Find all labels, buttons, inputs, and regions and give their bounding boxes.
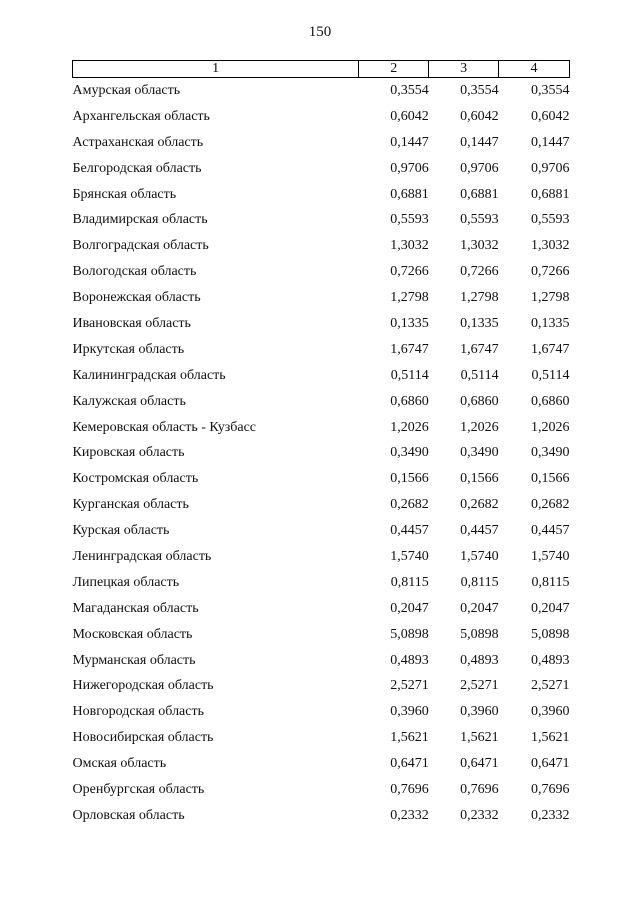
region-name-cell: Волгоградская область	[72, 238, 209, 254]
value-cell-col-4: 0,3554	[531, 82, 570, 98]
region-name-cell: Калужская область	[72, 393, 186, 409]
table-row	[73, 751, 570, 777]
value-cell-col-2: 1,3032	[390, 238, 429, 254]
region-name-cell: Владимирская область	[72, 212, 208, 228]
value-cell-col-2: 1,5740	[390, 548, 429, 564]
table-row	[73, 104, 570, 130]
table-row	[73, 725, 570, 751]
table-row	[73, 182, 570, 208]
value-cell-col-2: 0,2682	[390, 497, 429, 513]
region-name-cell: Московская область	[72, 626, 193, 642]
value-cell-col-3: 0,3490	[460, 445, 499, 461]
region-name-cell: Кемеровская область - Кузбасс	[72, 419, 257, 435]
region-name-cell: Астраханская область	[72, 134, 204, 150]
table-row	[73, 803, 570, 829]
value-cell-col-3: 0,8115	[460, 574, 499, 590]
value-cell-col-2: 5,0898	[390, 626, 429, 642]
value-cell-col-4: 1,2798	[531, 290, 570, 306]
value-cell-col-4: 0,3960	[531, 704, 570, 720]
value-cell-col-4: 0,7696	[531, 781, 570, 797]
value-cell-col-4: 0,2682	[531, 497, 570, 513]
value-cell-col-2: 0,5114	[390, 367, 429, 383]
table-row	[73, 233, 570, 259]
value-cell-col-4: 0,1335	[531, 315, 570, 331]
value-cell-col-3: 0,2047	[460, 600, 499, 616]
value-cell-col-3: 0,5114	[460, 367, 499, 383]
value-cell-col-3: 5,0898	[460, 626, 499, 642]
value-cell-col-4: 0,2332	[531, 807, 570, 823]
value-cell-col-2: 1,6747	[390, 341, 429, 357]
region-name-cell: Мурманская область	[72, 652, 196, 668]
value-cell-col-3: 0,2332	[460, 807, 499, 823]
value-cell-col-4: 0,5593	[531, 212, 570, 228]
value-cell-col-2: 0,1566	[390, 471, 429, 487]
value-cell-col-2: 0,5593	[390, 212, 429, 228]
table-row	[73, 596, 570, 622]
table-row	[73, 518, 570, 544]
value-cell-col-2: 0,1335	[390, 315, 429, 331]
region-name-cell: Калининградская область	[72, 367, 226, 383]
region-name-cell: Курская область	[72, 523, 170, 539]
region-name-cell: Орловская область	[72, 807, 185, 823]
region-name-cell: Брянская область	[72, 186, 177, 202]
value-cell-col-4: 0,6471	[531, 756, 570, 772]
table-row	[73, 156, 570, 182]
table-row	[73, 699, 570, 725]
value-cell-col-2: 0,3490	[390, 445, 429, 461]
table-row	[73, 466, 570, 492]
table-row	[73, 337, 570, 363]
value-cell-col-4: 0,6881	[531, 186, 570, 202]
column-header-3: 3	[429, 61, 499, 78]
table-row	[73, 570, 570, 596]
table-row	[73, 777, 570, 803]
region-name-cell: Ленинградская область	[72, 548, 212, 564]
table-row	[73, 207, 570, 233]
value-cell-col-3: 0,3554	[460, 82, 499, 98]
value-cell-col-2: 1,2798	[390, 290, 429, 306]
table-row	[73, 78, 570, 104]
value-cell-col-2: 0,6860	[390, 393, 429, 409]
value-cell-col-3: 0,9706	[460, 160, 499, 176]
value-cell-col-4: 0,9706	[531, 160, 570, 176]
value-cell-col-4: 1,3032	[531, 238, 570, 254]
region-name-cell: Нижегородская область	[72, 678, 214, 694]
value-cell-col-4: 0,2047	[531, 600, 570, 616]
value-cell-col-3: 0,7266	[460, 264, 499, 280]
value-cell-col-3: 1,2026	[460, 419, 499, 435]
table-row	[73, 363, 570, 389]
value-cell-col-4: 1,5621	[531, 730, 570, 746]
value-cell-col-3: 0,5593	[460, 212, 499, 228]
region-name-cell: Новгородская область	[72, 704, 204, 720]
value-cell-col-3: 0,6860	[460, 393, 499, 409]
value-cell-col-3: 0,6042	[460, 108, 499, 124]
value-cell-col-4: 0,4893	[531, 652, 570, 668]
value-cell-col-3: 0,4457	[460, 523, 499, 539]
value-cell-col-4: 0,7266	[531, 264, 570, 280]
region-name-cell: Новосибирская область	[72, 730, 214, 746]
table-row	[73, 389, 570, 415]
region-name-cell: Вологодская область	[72, 264, 197, 280]
column-header-2: 2	[359, 61, 429, 78]
table-header-row	[73, 61, 570, 78]
value-cell-col-4: 0,6042	[531, 108, 570, 124]
value-cell-col-2: 2,5271	[390, 678, 429, 694]
value-cell-col-4: 1,5740	[531, 548, 570, 564]
region-name-cell: Оренбургская область	[72, 781, 205, 797]
table-row	[73, 622, 570, 648]
value-cell-col-3: 0,1447	[460, 134, 499, 150]
table-row	[73, 259, 570, 285]
value-cell-col-3: 1,5740	[460, 548, 499, 564]
table-body	[73, 78, 570, 829]
value-cell-col-2: 0,4893	[390, 652, 429, 668]
table-row	[73, 285, 570, 311]
value-cell-col-3: 2,5271	[460, 678, 499, 694]
column-header-1: 1	[73, 61, 359, 78]
region-name-cell: Магаданская область	[72, 600, 199, 616]
value-cell-col-2: 0,1447	[390, 134, 429, 150]
value-cell-col-3: 1,2798	[460, 290, 499, 306]
region-name-cell: Амурская область	[72, 82, 181, 98]
value-cell-col-4: 0,1447	[531, 134, 570, 150]
value-cell-col-3: 0,6881	[460, 186, 499, 202]
value-cell-col-2: 0,8115	[390, 574, 429, 590]
region-name-cell: Кировская область	[72, 445, 185, 461]
value-cell-col-4: 0,4457	[531, 523, 570, 539]
value-cell-col-2: 0,7696	[390, 781, 429, 797]
page-number: 150	[308, 24, 332, 40]
value-cell-col-4: 1,6747	[531, 341, 570, 357]
column-header-4: 4	[499, 61, 570, 78]
value-cell-col-3: 0,4893	[460, 652, 499, 668]
value-cell-col-2: 0,2332	[390, 807, 429, 823]
region-name-cell: Иркутская область	[72, 341, 185, 357]
value-cell-col-4: 0,5114	[531, 367, 570, 383]
region-name-cell: Архангельская область	[72, 108, 210, 124]
value-cell-col-2: 0,6042	[390, 108, 429, 124]
table-row	[73, 311, 570, 337]
value-cell-col-2: 1,5621	[390, 730, 429, 746]
value-cell-col-2: 0,3960	[390, 704, 429, 720]
value-cell-col-2: 0,4457	[390, 523, 429, 539]
value-cell-col-4: 0,6860	[531, 393, 570, 409]
value-cell-col-4: 0,3490	[531, 445, 570, 461]
region-name-cell: Костромская область	[72, 471, 199, 487]
data-table	[72, 60, 570, 829]
value-cell-col-4: 5,0898	[531, 626, 570, 642]
region-name-cell: Белгородская область	[72, 160, 202, 176]
table-row	[73, 130, 570, 156]
table-row	[73, 648, 570, 674]
value-cell-col-2: 1,2026	[390, 419, 429, 435]
value-cell-col-2: 0,2047	[390, 600, 429, 616]
value-cell-col-3: 1,6747	[460, 341, 499, 357]
value-cell-col-2: 0,3554	[390, 82, 429, 98]
value-cell-col-4: 2,5271	[531, 678, 570, 694]
value-cell-col-4: 0,1566	[531, 471, 570, 487]
value-cell-col-3: 0,6471	[460, 756, 499, 772]
table-row	[73, 440, 570, 466]
region-name-cell: Омская область	[72, 756, 167, 772]
region-name-cell: Воронежская область	[72, 290, 201, 306]
value-cell-col-3: 0,2682	[460, 497, 499, 513]
value-cell-col-2: 0,6881	[390, 186, 429, 202]
value-cell-col-3: 1,5621	[460, 730, 499, 746]
value-cell-col-3: 0,1566	[460, 471, 499, 487]
value-cell-col-2: 0,7266	[390, 264, 429, 280]
table-row	[73, 673, 570, 699]
value-cell-col-4: 1,2026	[531, 419, 570, 435]
value-cell-col-2: 0,6471	[390, 756, 429, 772]
value-cell-col-3: 0,7696	[460, 781, 499, 797]
value-cell-col-3: 0,1335	[460, 315, 499, 331]
region-name-cell: Курганская область	[72, 497, 189, 513]
value-cell-col-3: 0,3960	[460, 704, 499, 720]
table-row	[73, 415, 570, 441]
table-row	[73, 492, 570, 518]
value-cell-col-4: 0,8115	[531, 574, 570, 590]
table-row	[73, 544, 570, 570]
region-name-cell: Липецкая область	[72, 574, 180, 590]
value-cell-col-3: 1,3032	[460, 238, 499, 254]
region-name-cell: Ивановская область	[72, 315, 191, 331]
value-cell-col-2: 0,9706	[390, 160, 429, 176]
